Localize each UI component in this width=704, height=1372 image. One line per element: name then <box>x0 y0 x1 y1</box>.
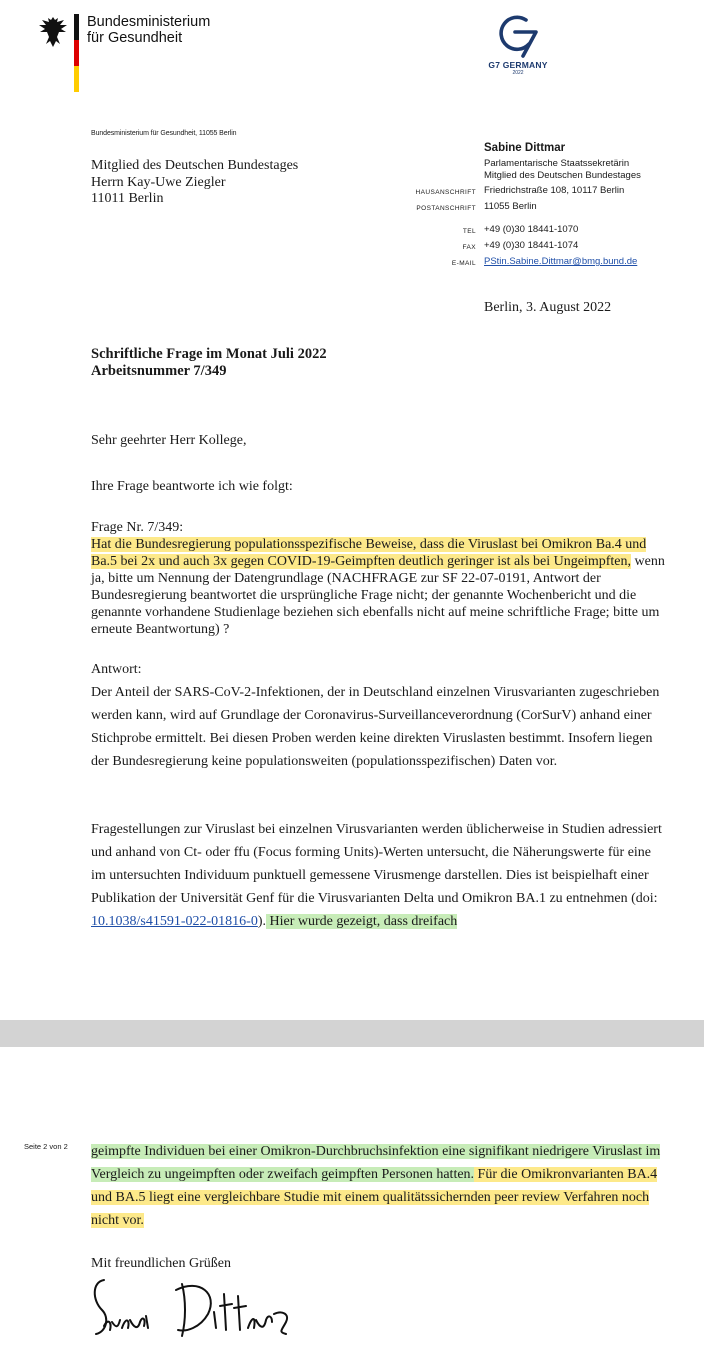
g7-logo: G7 GERMANY 2022 <box>478 14 558 76</box>
intro-text: Ihre Frage beantworte ich wie folgt: <box>91 479 293 494</box>
sender-return-line: Bundesministerium für Gesundheit, 11055 Berlin <box>91 130 237 137</box>
label-email: E-MAIL <box>451 260 476 267</box>
answer-paragraph-1: Der Anteil der SARS-CoV-2-Infektionen, der in Deutschland einzelnen Virusvarianten zugeschrieben werden kann, wird auf Grundlage der Coronavirus-Surveillanceverordnung (CorSurV) anhand einer Stichprobe ermittelt. Bei diesen Proben werden keine direkten Viruslasten bestimmt. Insofern liegen der Bundesregierung keine populationsweiten (populationsspezifischen) Daten vor. <box>91 685 660 769</box>
signature <box>90 1270 300 1350</box>
question-label: Frage Nr. 7/349: <box>91 520 184 535</box>
page-break <box>0 1020 704 1047</box>
question-text <box>91 536 667 638</box>
ministry-name: Bundesministerium für Gesundheit <box>87 14 211 46</box>
continuation-yellow-highlight: Für die Omikronvarianten BA.4 und BA.5 liegt eine vergleichbare Studie mit einem qualitätssichernden peer review Verfahren noch nicht vor. <box>91 1167 658 1228</box>
answer-block <box>91 658 667 773</box>
federal-eagle-icon <box>38 14 68 50</box>
page-number: Seite 2 von 2 <box>24 1142 68 1151</box>
value-fax: +49 (0)30 18441-1074 <box>484 240 579 251</box>
closing: Mit freundlichen Grüßen <box>91 1256 231 1271</box>
subject: Schriftliche Frage im Monat Juli 2022 Arbeitsnummer 7/349 <box>91 346 327 379</box>
email-link[interactable]: PStin.Sabine.Dittmar@bmg.bund.de <box>484 256 638 267</box>
value-email <box>484 256 637 268</box>
question-rest: wenn ja, bitte um Nennung der Datengrundlage (NACHFRAGE zur SF 22-07-0191, Antwort der Bundesregierung beantwortet die ursprüngliche Frage nicht; der genannte Wochenbericht und die genannte vorhandene Studienlage beziehen sich ebenfalls nicht auf meine schriftliche Frage; bitte um erneute Beantwortung) ? <box>91 554 665 637</box>
answer-continuation <box>91 1140 667 1232</box>
letter-date: Berlin, 3. August 2022 <box>484 300 612 315</box>
label-postanschrift: POSTANSCHRIFT <box>416 205 476 212</box>
sender-name: Sabine Dittmar <box>484 142 566 154</box>
value-postanschrift: 11055 Berlin <box>484 201 537 212</box>
doi-link[interactable]: 10.1038/s41591-022-01816-0 <box>91 914 258 929</box>
salutation: Sehr geehrter Herr Kollege, <box>91 433 247 448</box>
value-tel: +49 (0)30 18441-1070 <box>484 224 579 235</box>
answer-green-highlight: Hier wurde gezeigt, dass dreifach <box>266 914 458 929</box>
question-highlight: Hat die Bundesregierung populationsspezifische Beweise, dass die Viruslast bei Omikron Ba.4 und Ba.5 bei 2x und auch 3x gegen COVID-19-Geimpften deutlich geringer ist als bei Ungeimpften, <box>91 537 647 569</box>
value-hausanschrift: Friedrichstraße 108, 10117 Berlin <box>484 185 625 196</box>
question-block <box>91 519 667 638</box>
g7-emblem-icon <box>496 14 540 58</box>
label-tel: TEL <box>462 228 476 235</box>
answer-label: Antwort: <box>91 662 142 677</box>
flag-bar <box>74 14 79 92</box>
label-hausanschrift: HAUSANSCHRIFT <box>415 189 476 196</box>
label-fax: FAX <box>462 244 476 251</box>
answer-paragraph-2: Fragestellungen zur Viruslast bei einzelnen Virusvarianten werden üblicherweise in Studien adressiert und anhand von Ct- oder ffu (Focus forming Units)-Werten untersucht, die Näherungswerte für eine im untersuchten Individuum punktuell gemessene Virusmenge darstellen. Dies ist beispielhaft einer Publikation der Universität Genf für die Virusvarianten Delta und Omikron BA.1 zu entnehmen (doi: 10.1038/s41591-022-01816-0). Hier wurde gezeigt, dass dreifach <box>91 822 662 929</box>
sender-role: Parlamentarische Staatssekretärin Mitglied des Deutschen Bundestages <box>484 158 641 181</box>
continuation-green-highlight: geimpfte Individuen bei einer Omikron-Durchbruchsinfektion eine signifikant niedrigere Viruslast im Vergleich zu ungeimpften oder zweifach geimpften Personen hatten. <box>91 1144 661 1182</box>
recipient-address: Mitglied des Deutschen Bundestages Herrn Kay-Uwe Ziegler 11011 Berlin <box>91 158 299 206</box>
